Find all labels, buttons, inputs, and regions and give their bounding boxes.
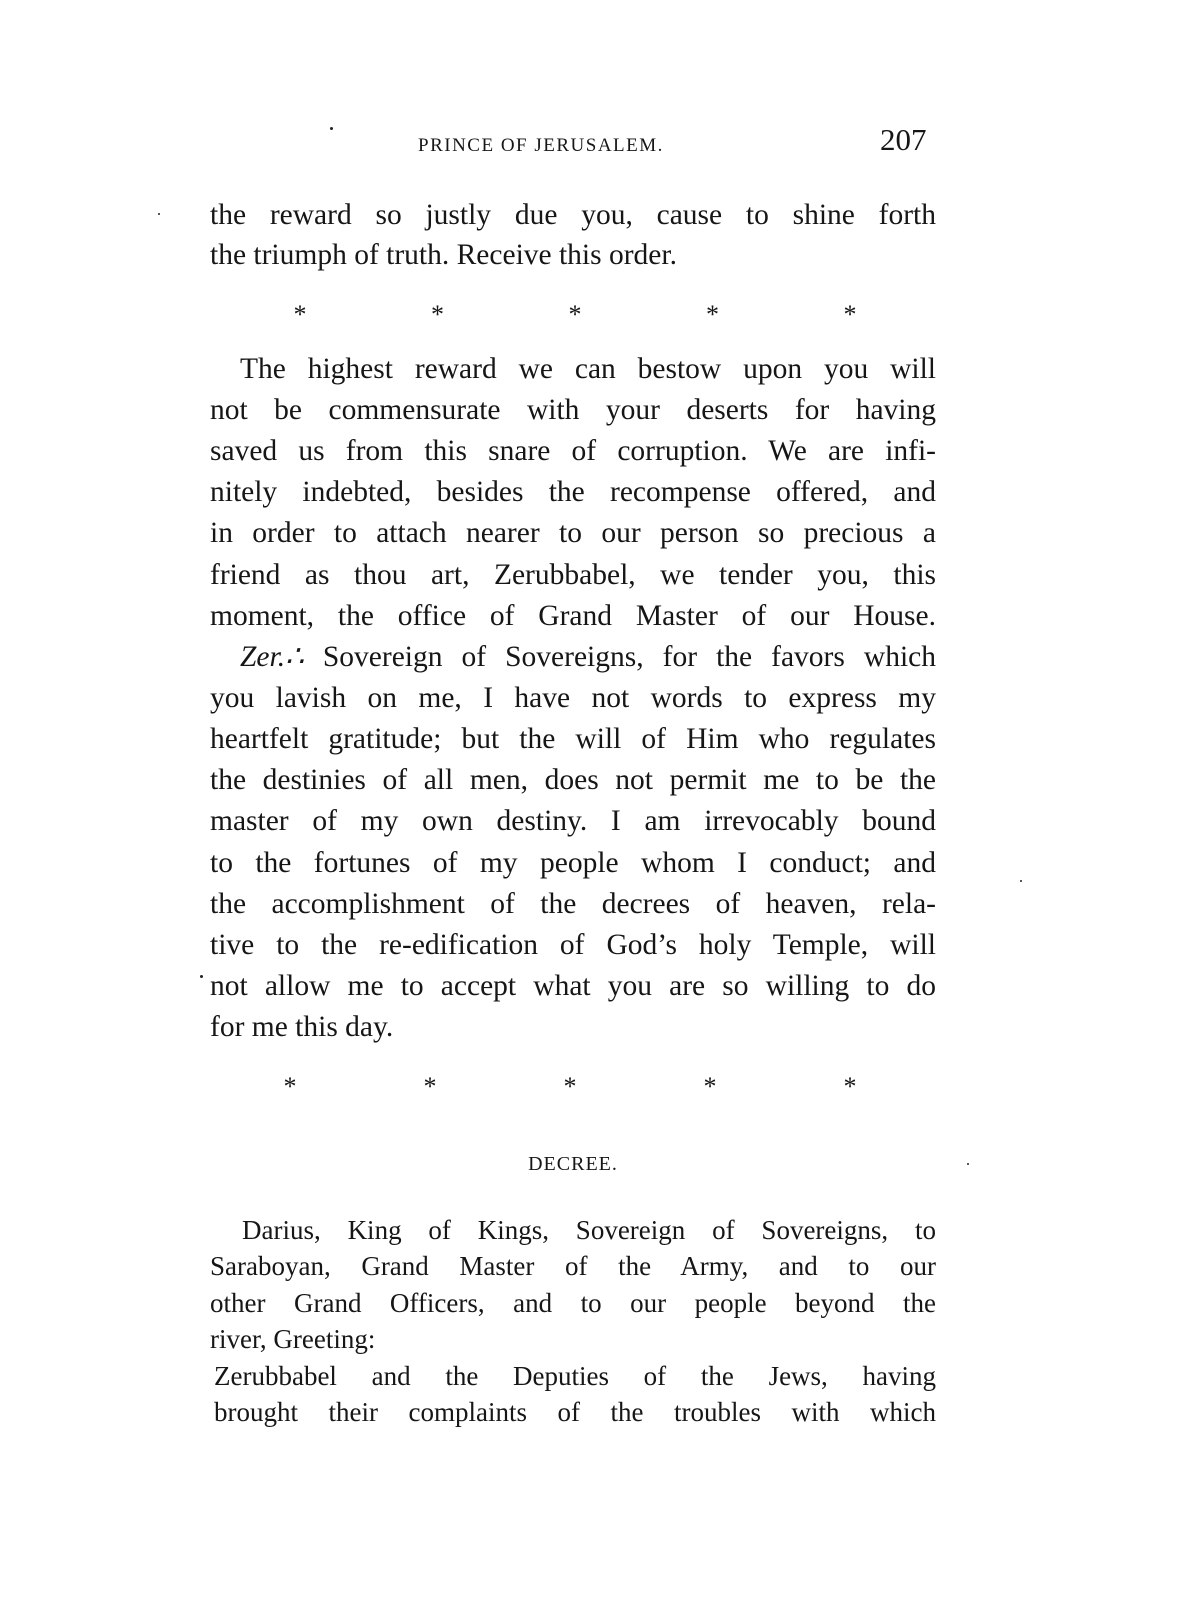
text-line: not be commensurate with your deserts for having — [210, 394, 936, 426]
text-line: river, Greeting: — [210, 1324, 376, 1354]
separator-star: * — [423, 1072, 437, 1101]
section-heading: DECREE. — [528, 1153, 618, 1175]
paragraph-first-line: Darius, King of Kings, Sovereign of Sovereigns, to — [242, 1215, 936, 1245]
separator-star: * — [568, 300, 582, 329]
separator-star: * — [563, 1072, 577, 1101]
scan-speck — [967, 1163, 969, 1165]
text-line: the destinies of all men, does not permit me to be the — [210, 764, 936, 796]
text-line: to the fortunes of my people whom I conduct; and — [210, 847, 936, 879]
text-line: the accomplishment of the decrees of heaven, rela- — [210, 888, 936, 920]
paragraph-first-line — [240, 638, 936, 676]
text-line: Saraboyan, Grand Master of the Army, and to our — [210, 1251, 936, 1281]
text-line: brought their complaints of the troubles with which — [214, 1397, 936, 1427]
text-line: saved us from this snare of corruption. We are infi- — [210, 435, 936, 467]
text-line: not allow me to accept what you are so willing to do — [210, 970, 936, 1002]
star-separator — [290, 300, 860, 330]
page-number: 207 — [880, 122, 927, 157]
separator-star: * — [843, 1072, 857, 1101]
text-line: in order to attach nearer to our person so precious a — [210, 517, 936, 549]
separator-star: * — [293, 300, 307, 329]
speaker-label: Zer.∴ — [240, 641, 304, 673]
scan-speck — [200, 975, 203, 978]
separator-star: * — [843, 300, 857, 329]
scan-speck — [330, 127, 333, 130]
text-line: you lavish on me, I have not words to express my — [210, 682, 936, 714]
scan-speck — [1020, 880, 1022, 882]
text-line: friend as thou art, Zerubbabel, we tender you, this — [210, 559, 936, 591]
paragraph-first-line: Zerubbabel and the Deputies of the Jews, having — [214, 1361, 936, 1391]
text-line: nitely indebted, besides the recompense offered, and — [210, 476, 936, 508]
separator-star: * — [703, 1072, 717, 1101]
text-line: the triumph of truth. Receive this order. — [210, 239, 677, 271]
text-line: tive to the re-edification of God’s holy Temple, will — [210, 929, 936, 961]
text-line: the reward so justly due you, cause to shine forth — [210, 199, 936, 231]
star-separator — [280, 1072, 860, 1102]
running-title: PRINCE OF JERUSALEM. — [418, 135, 664, 156]
separator-star: * — [706, 300, 719, 329]
text-line: other Grand Officers, and to our people beyond the — [210, 1288, 936, 1318]
scan-speck — [158, 213, 160, 215]
text-line: moment, the office of Grand Master of our House. — [210, 600, 936, 632]
separator-star: * — [283, 1072, 297, 1101]
speech-text: Sovereign of Sovereigns, for the favors which — [303, 641, 936, 673]
paragraph-first-line: The highest reward we can bestow upon you will — [240, 353, 936, 385]
separator-star: * — [431, 300, 444, 329]
text-line: master of my own destiny. I am irrevocably bound — [210, 805, 936, 837]
text-line: for me this day. — [210, 1011, 394, 1043]
text-line: heartfelt gratitude; but the will of Him who regulates — [210, 723, 936, 755]
